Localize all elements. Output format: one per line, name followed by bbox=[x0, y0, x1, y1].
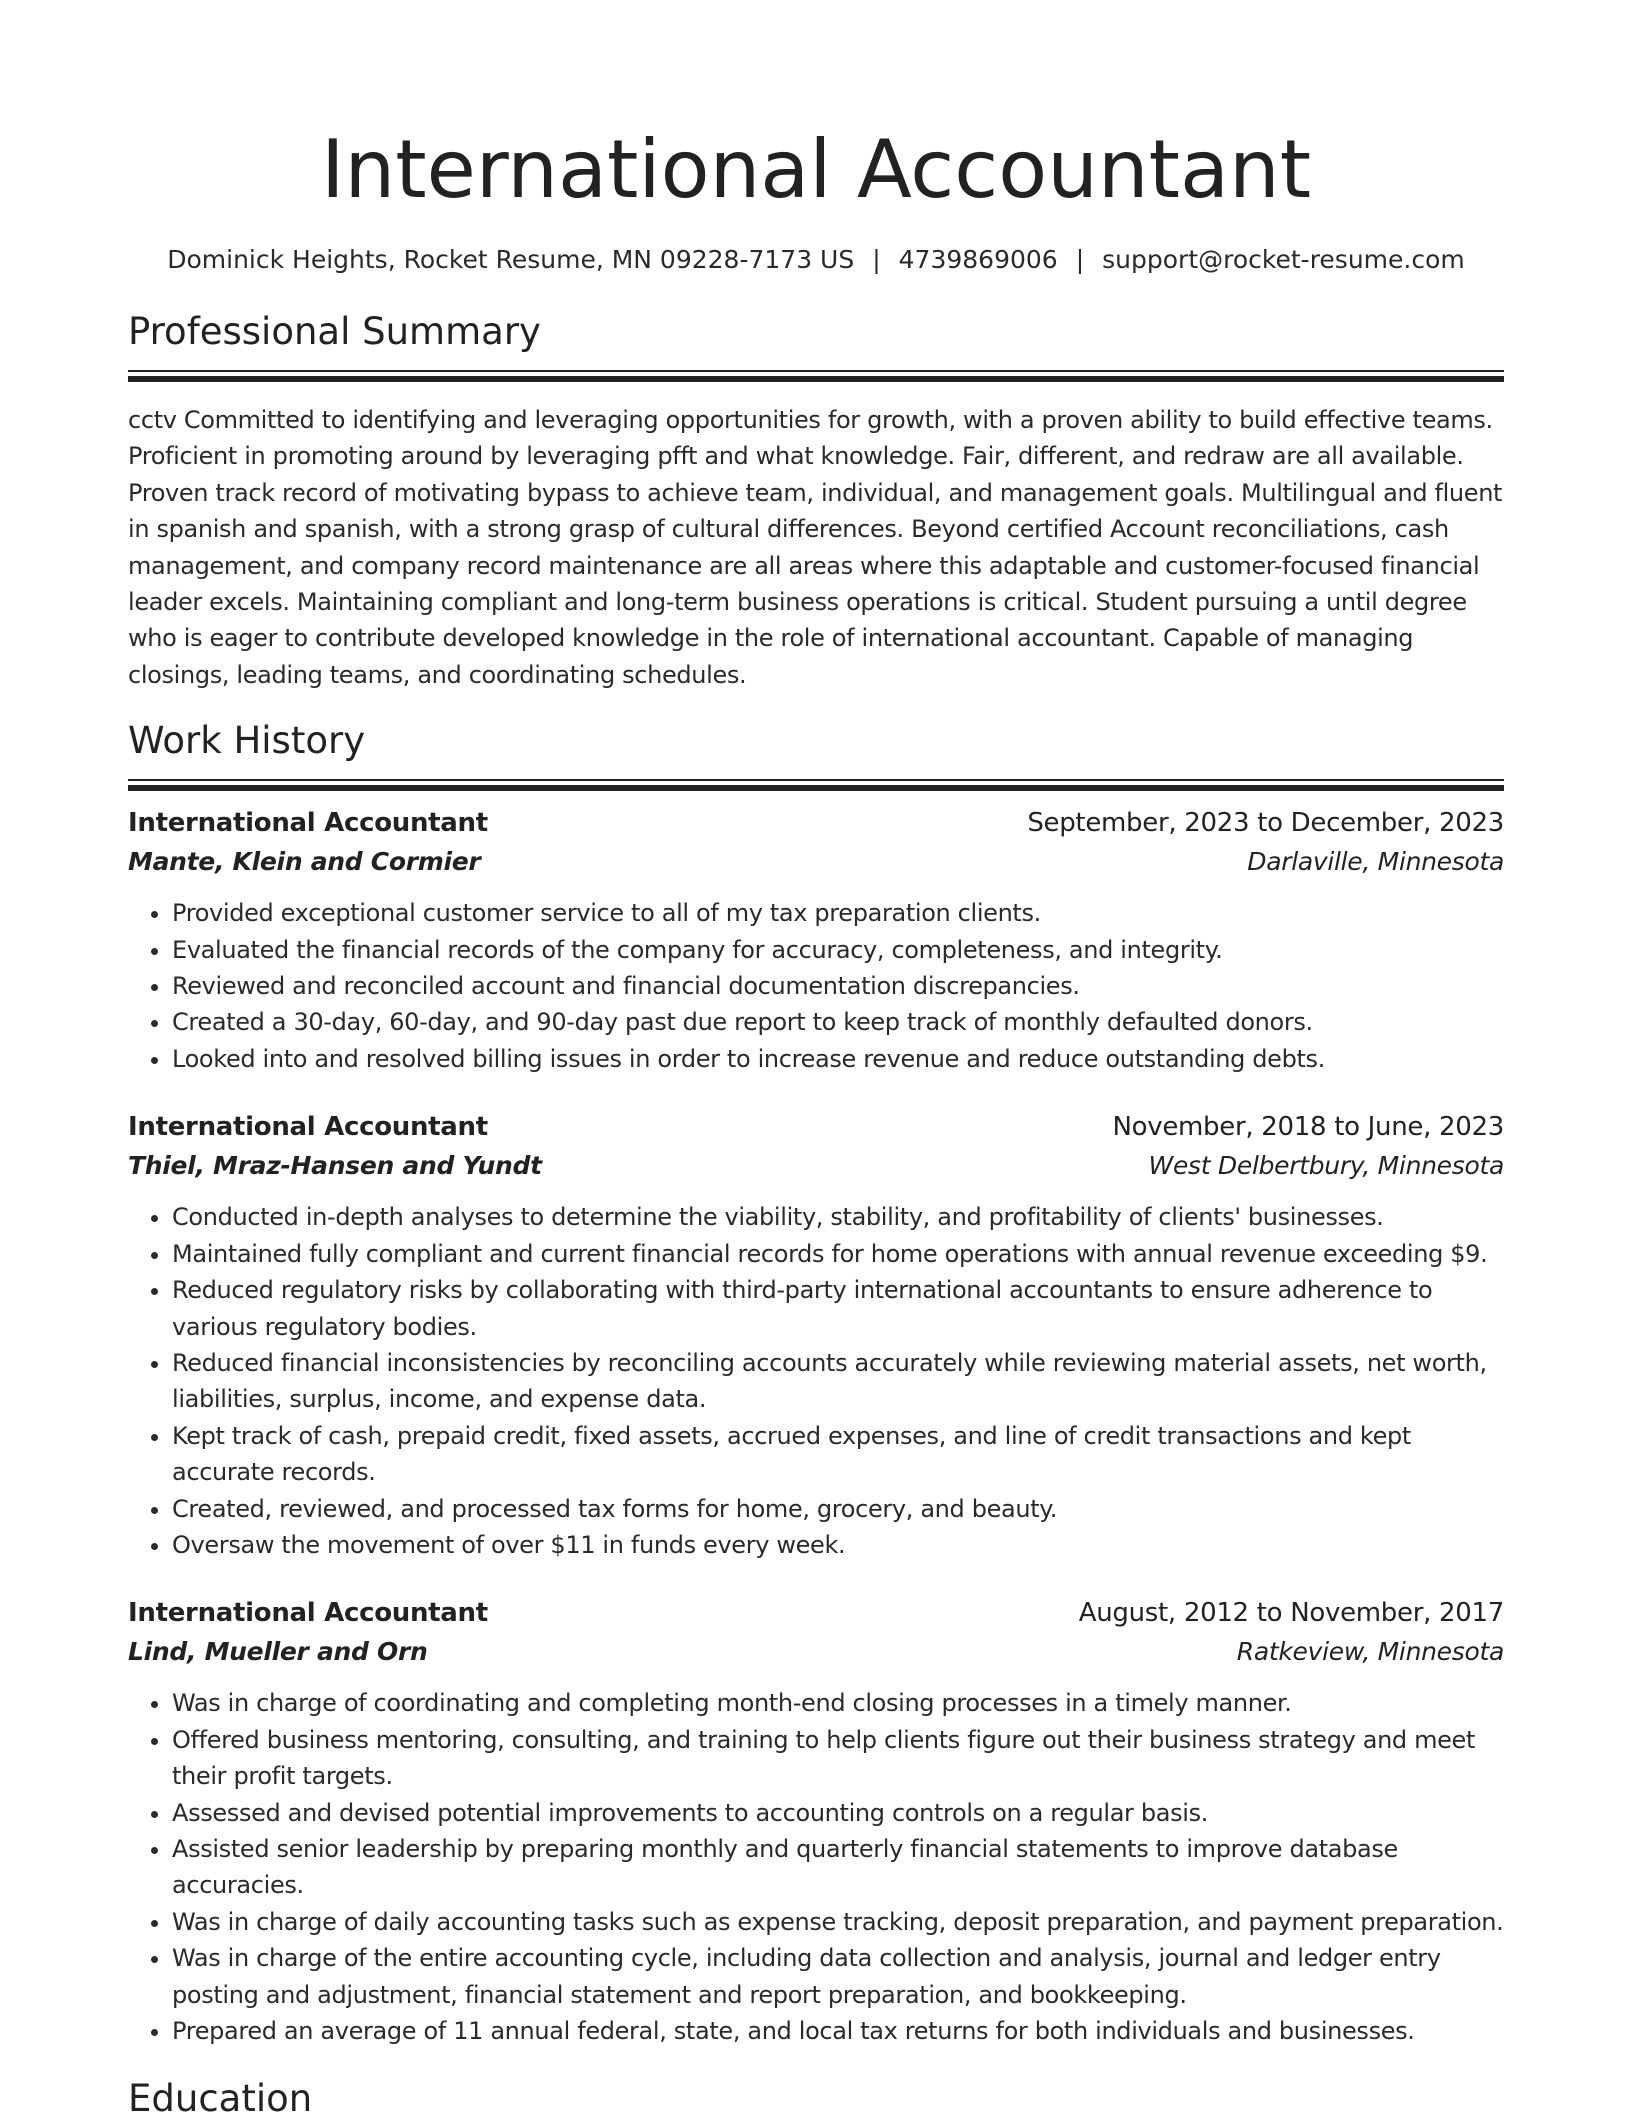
work-history-heading: Work History bbox=[128, 719, 366, 763]
job-dates: August, 2012 to November, 2017 bbox=[1078, 1598, 1504, 1629]
job-location: West Delbertbury, Minnesota bbox=[1148, 1151, 1504, 1181]
job-entry bbox=[128, 803, 1504, 1077]
resume-page bbox=[128, 116, 1504, 2123]
job-entry bbox=[128, 1593, 1504, 2049]
job-title: International Accountant bbox=[128, 1598, 488, 1629]
job-bullet: • Prepared an average of 11 annual federal, state, and local tax returns for both individuals and businesses. bbox=[172, 2013, 1504, 2049]
education-section bbox=[128, 2075, 1504, 2123]
section-divider bbox=[128, 370, 1504, 380]
job-title: International Accountant bbox=[128, 1112, 488, 1143]
job-entry bbox=[128, 1107, 1504, 1563]
job-bullet: • Reduced regulatory risks by collaborating with third-party international accountants to ensure adherence to various regulatory bodies. bbox=[172, 1272, 1504, 1345]
job-bullet: • Maintained fully compliant and current financial records for home operations with annual revenue exceeding $9. bbox=[172, 1236, 1504, 1272]
job-header bbox=[128, 1107, 1504, 1147]
job-bullet: • Oversaw the movement of over $11 in funds every week. bbox=[172, 1527, 1504, 1563]
job-bullets bbox=[128, 895, 1504, 1077]
job-dates: November, 2018 to June, 2023 bbox=[1112, 1112, 1504, 1143]
job-subheader bbox=[128, 1633, 1504, 1671]
job-bullet: • Reviewed and reconciled account and financial documentation discrepancies. bbox=[172, 968, 1504, 1004]
section-divider bbox=[128, 779, 1504, 789]
job-title: International Accountant bbox=[128, 808, 488, 839]
contact-address: Dominick Heights, Rocket Resume, MN 09228-7173 US bbox=[167, 245, 855, 274]
job-bullet: • Provided exceptional customer service to all of my tax preparation clients. bbox=[172, 895, 1504, 931]
job-bullet: • Assisted senior leadership by preparing monthly and quarterly financial statements to improve database accuracies. bbox=[172, 1831, 1504, 1904]
job-bullet: • Kept track of cash, prepaid credit, fixed assets, accrued expenses, and line of credit transactions and kept accurate records. bbox=[172, 1418, 1504, 1491]
job-bullet: • Looked into and resolved billing issues in order to increase revenue and reduce outstanding debts. bbox=[172, 1041, 1504, 1077]
job-header bbox=[128, 1593, 1504, 1633]
work-history-section bbox=[128, 717, 1504, 2049]
job-bullet: • Created a 30-day, 60-day, and 90-day past due report to keep track of monthly defaulted donors. bbox=[172, 1004, 1504, 1040]
job-bullet: • Assessed and devised potential improvements to accounting controls on a regular basis. bbox=[172, 1795, 1504, 1831]
contact-separator: | bbox=[872, 245, 881, 274]
summary-heading: Professional Summary bbox=[128, 310, 541, 353]
resume-name: International Accountant bbox=[320, 123, 1312, 216]
job-bullet: • Was in charge of daily accounting tasks such as expense tracking, deposit preparation, and payment preparation. bbox=[172, 1904, 1504, 1940]
job-bullets bbox=[128, 1199, 1504, 1563]
education-heading: Education bbox=[128, 2077, 313, 2121]
job-dates: September, 2023 to December, 2023 bbox=[1027, 808, 1504, 839]
job-bullet: • Reduced financial inconsistencies by reconciling accounts accurately while reviewing material assets, net worth, liabilities, surplus, income, and expense data. bbox=[172, 1345, 1504, 1418]
job-company: Mante, Klein and Cormier bbox=[128, 847, 481, 877]
job-bullets bbox=[128, 1685, 1504, 2049]
job-company: Lind, Mueller and Orn bbox=[128, 1637, 428, 1667]
job-bullet: • Offered business mentoring, consulting, and training to help clients figure out their business strategy and meet their profit targets. bbox=[172, 1722, 1504, 1795]
contact-phone[interactable]: 4739869006 bbox=[898, 245, 1058, 274]
job-subheader bbox=[128, 1147, 1504, 1185]
contact-separator: | bbox=[1075, 245, 1085, 274]
job-company: Thiel, Mraz-Hansen and Yundt bbox=[128, 1151, 542, 1181]
job-bullet: • Conducted in-depth analyses to determine the viability, stability, and profitability of clients' businesses. bbox=[172, 1199, 1504, 1235]
job-bullet: • Was in charge of coordinating and completing month-end closing processes in a timely manner. bbox=[172, 1685, 1504, 1721]
job-bullet: • Was in charge of the entire accounting cycle, including data collection and analysis, journal and ledger entry posting and adjustment, financial statement and report preparation, and bookkeeping. bbox=[172, 1940, 1504, 2013]
job-location: Ratkeview, Minnesota bbox=[1236, 1637, 1504, 1667]
job-header bbox=[128, 803, 1504, 843]
summary-section bbox=[128, 308, 1504, 693]
contact-line bbox=[128, 242, 1504, 278]
job-location: Darlaville, Minnesota bbox=[1247, 847, 1504, 877]
contact-email[interactable]: support@rocket-resume.com bbox=[1102, 245, 1465, 274]
job-bullet: • Evaluated the financial records of the company for accuracy, completeness, and integrity. bbox=[172, 932, 1504, 968]
summary-text: cctv Committed to identifying and leveraging opportunities for growth, with a proven ability to build effective teams. Proficient in promoting around by leveraging pfft and what knowledge. Fair, different, and redraw are all available. Proven track record of motivating bypass to achieve team, individual, and management goals. Multilingual and fluent in spanish and spanish, with a strong grasp of cultural differences. Beyond certified Account reconciliations, cash management, and company record maintenance are all areas where this adaptable and customer-focused financial leader excels. Maintaining compliant and long-term business operations is critical. Student pursuing a until degree who is eager to contribute developed knowledge in the role of international accountant. Capable of managing closings, leading teams, and coordinating schedules. bbox=[128, 406, 1503, 689]
job-subheader bbox=[128, 843, 1504, 881]
job-bullet: • Created, reviewed, and processed tax forms for home, grocery, and beauty. bbox=[172, 1491, 1504, 1527]
